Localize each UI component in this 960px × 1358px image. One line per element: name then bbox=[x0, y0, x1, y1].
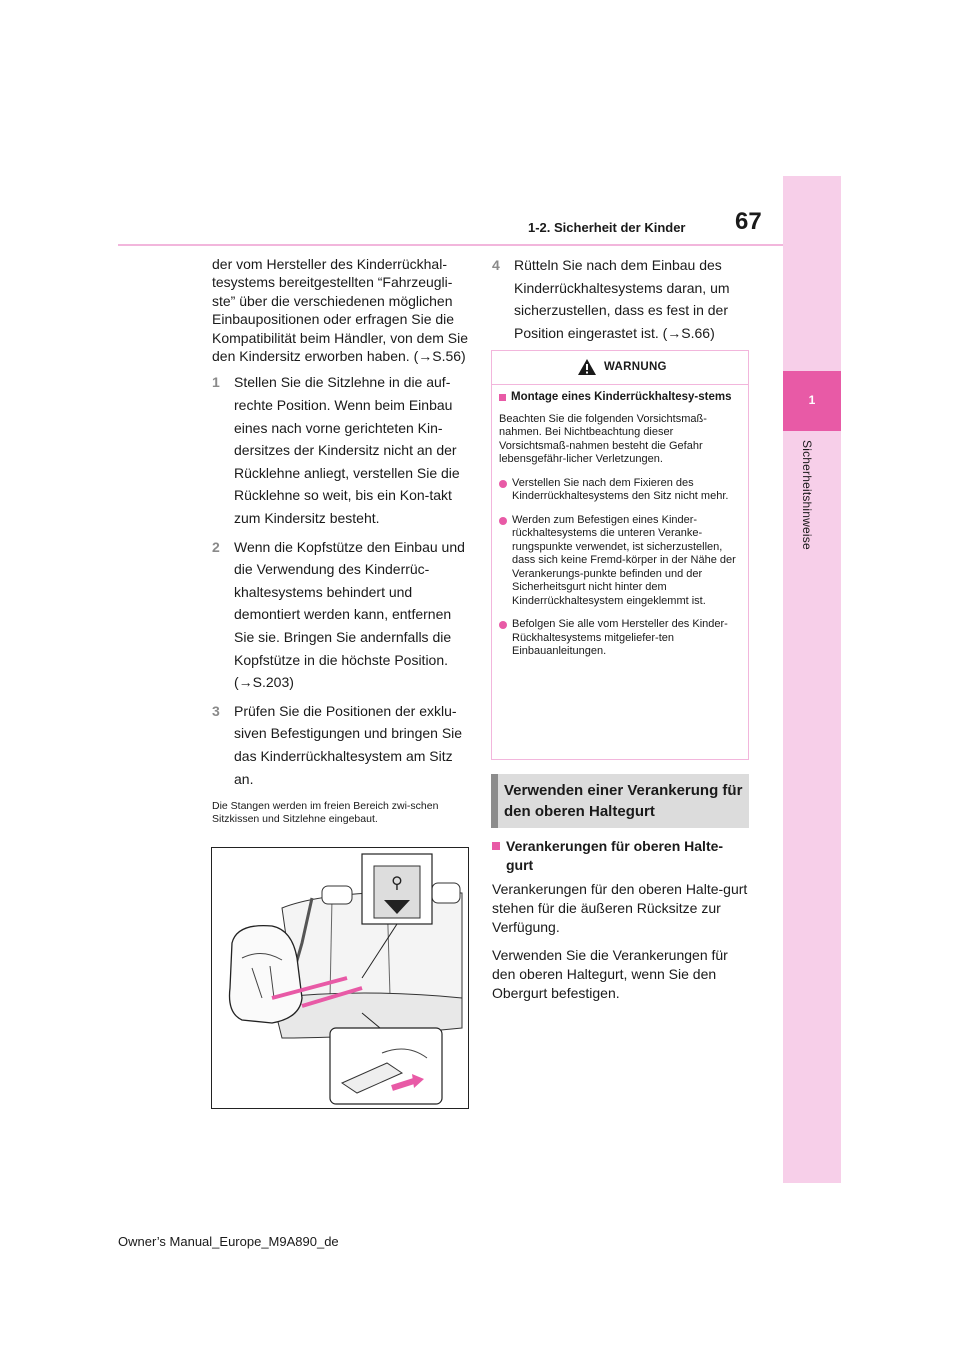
right-column bbox=[492, 254, 750, 344]
svg-text:⚲: ⚲ bbox=[391, 873, 403, 892]
chapter-name: Sicherheitshinweise bbox=[800, 440, 814, 550]
warning-list-item bbox=[499, 618, 740, 659]
child-seat-illustration bbox=[211, 847, 469, 1109]
warning-list-item bbox=[499, 514, 740, 609]
section-heading-bar bbox=[491, 774, 498, 828]
chapter-tab[interactable] bbox=[783, 371, 841, 431]
step-number: 3 bbox=[212, 702, 220, 719]
intro-paragraph: der vom Hersteller des Kinderrückhal-tesystems bereitgestellten “Fahrzeugli-ste” über die verschiedenen möglichen Einbaupositionen oder erfragen Sie die Kompatibilität beim Händler, von dem Sie den Kindersitz erworben haben. (→S.56) bbox=[212, 256, 469, 365]
right-paragraphs bbox=[492, 880, 750, 1003]
step-number: 1 bbox=[212, 374, 220, 391]
subheading-text: Verankerungen für oberen Halte-gurt bbox=[506, 838, 724, 873]
warning-subheading-text: Montage eines Kinderrückhaltesy-stems bbox=[511, 391, 732, 403]
warning-header bbox=[492, 351, 748, 385]
square-bullet-icon bbox=[499, 394, 506, 401]
square-bullet-icon bbox=[492, 842, 500, 850]
bullet-dot-icon bbox=[499, 517, 507, 525]
step-text: Rütteln Sie nach dem Einbau des Kinderrückhaltesystems daran, um sicherzustellen, dass es fest in der Position eingerastet ist. (→S.66) bbox=[514, 257, 730, 341]
step-text: Stellen Sie die Sitzlehne in die auf-rechte Position. Wenn beim Einbau eines nach vorne gerichteten Kin-dersitzes der Kindersitz nicht an der Rücklehne anliegt, verstellen Sie die Rücklehne so weit, bis ein Kon-takt zum Kindersitz besteht. bbox=[234, 374, 460, 526]
warning-list-item bbox=[499, 477, 740, 504]
bullet-dot-icon bbox=[499, 480, 507, 488]
step-text: Prüfen Sie die Positionen der exklu-siven Befestigungen und bringen Sie das Kinderrückhaltesystem am Sitz an. bbox=[234, 702, 463, 787]
step-number: 2 bbox=[212, 538, 220, 555]
subheading bbox=[492, 837, 750, 874]
isofix-diagram bbox=[212, 848, 468, 1108]
warning-triangle-icon bbox=[577, 358, 597, 376]
left-column bbox=[212, 255, 470, 826]
installation-note: Die Stangen werden im freien Bereich zwi-schen Sitzkissen und Sitzlehne eingebaut. bbox=[212, 800, 439, 826]
header-rule bbox=[118, 244, 783, 246]
bullet-dot-icon bbox=[499, 621, 507, 629]
warning-item-text: Werden zum Befestigen eines Kinder-rückhaltesystems die unteren Veranke-rungspunkte verwendet, ist sicherzustellen, dass sich keine Fremd-körper in der Nähe der Verankerungs-punkte befinden und der Sicherheitsgurt nicht hinter dem Kinderrückhaltesystem eingeklemmt ist. bbox=[512, 513, 736, 607]
step-3 bbox=[212, 700, 470, 790]
warning-item-text: Verstellen Sie nach dem Fixieren des Kinderrückhaltesystems den Sitz nicht mehr. bbox=[512, 476, 729, 502]
step-text: Wenn die Kopfstütze den Einbau und die Verwendung des Kinderrüc-khaltesystems behindert und demontiert werden kann, entfernen Sie sie. Bringen Sie andernfalls die Kopfstütze in die höchste Position. (→S.203) bbox=[234, 538, 465, 691]
warning-subheading bbox=[499, 391, 740, 405]
section-title: 1-2. Sicherheit der Kinder bbox=[528, 220, 686, 235]
paragraph: Verwenden Sie die Verankerungen für den oberen Haltegurt, wenn Sie den Obergurt befestigen. bbox=[492, 947, 728, 1001]
chapter-number: 1 bbox=[808, 393, 816, 407]
warning-body bbox=[492, 385, 748, 659]
warning-box bbox=[491, 350, 749, 760]
paragraph: Verankerungen für den oberen Halte-gurt stehen für die äußeren Rücksitze zur Verfügung. bbox=[492, 881, 748, 935]
warning-text: Beachten Sie die folgenden Vorsichtsmaß-nahmen. Bei Nichtbeachtung dieser Vorsichtsmaß-nahmen besteht die Gefahr lebensgefähr-licher Verletzungen. bbox=[499, 412, 707, 465]
step-number: 4 bbox=[492, 257, 500, 273]
section-heading-box bbox=[491, 774, 749, 828]
chapter-side-strip bbox=[783, 176, 841, 1183]
warning-title: WARNUNG bbox=[604, 361, 667, 373]
warning-item-text: Befolgen Sie alle vom Hersteller des Kinder-Rückhaltesystems mitgeliefer-ten Einbauanleitungen. bbox=[512, 618, 728, 657]
step-4 bbox=[492, 254, 750, 344]
step-1 bbox=[212, 371, 470, 529]
section-heading: Verwenden einer Verankerung für den oberen Haltegurt bbox=[504, 782, 743, 820]
footer-text: Owner’s Manual_Europe_M9A890_de bbox=[118, 1234, 339, 1249]
step-2 bbox=[212, 536, 470, 694]
page-number: 67 bbox=[735, 208, 762, 235]
